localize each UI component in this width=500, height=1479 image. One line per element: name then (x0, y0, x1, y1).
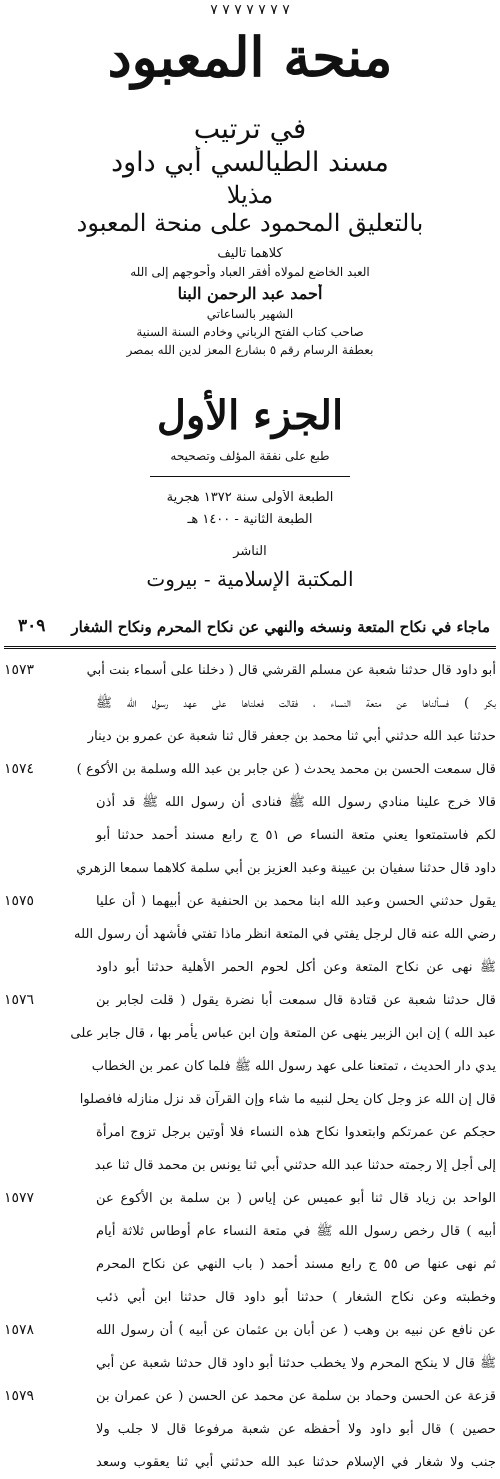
text-line (4, 1446, 496, 1479)
text-line (4, 1215, 496, 1248)
line-text: قال سمعت الحسن بن محمد يحدث ( عن جابر بن عبد الله وسلمة بن الأكوع ) (76, 762, 496, 777)
line-text: ثم نهى عنها ص ٥٥ ج رابع مسند أحمد ( باب النهي عن نكاح المحرم (96, 1257, 496, 1272)
text-line (4, 1149, 496, 1182)
commentary-title: بالتعليق المحمود على منحة المعبود (76, 209, 424, 237)
line-text: الواحد بن زياد قال ثنا أبو عميس عن إياس ( بن سلمة بن الأكوع عن (96, 1191, 496, 1206)
humble-servant-line: العبد الخاضع لمولاه أفقر العباد وأحوجهم إلى الله (130, 265, 370, 279)
publisher-name: المكتبة الإسلامية - بيروت (146, 567, 354, 591)
line-text: عبد الله ) إن ابن الزبير ينهى عن المتعة وإن ابن عباس يأمر بها ، قال جابر على (70, 1026, 496, 1041)
volume-title: الجزء الأول (156, 392, 344, 439)
line-text: قالا خرج علينا منادي رسول الله ﷺ فنادى أن رسول الله ﷺ قد أذن (96, 795, 496, 810)
printing-note: طبع على نفقة المؤلف وتصحيحه (170, 449, 330, 463)
text-line (4, 1347, 496, 1380)
text-line (4, 1050, 496, 1083)
second-edition: الطبعة الثانية - ١٤٠٠ هـ (187, 512, 313, 527)
first-edition: الطبعة الأولى سنة ١٣٧٢ هجرية (166, 490, 334, 505)
author-works: صاحب كتاب الفتح الرباني وخادم السنة السنية (136, 325, 364, 339)
line-text: أبو داود قال حدثنا شعبة عن مسلم القرشي قال ( دخلنا على أسماء بنت أبي (86, 663, 496, 678)
text-line (4, 654, 496, 687)
text-line (4, 1314, 496, 1347)
title-ornaments: ٧ ٧ ٧ ٧ ٧ ٧ ٧ (210, 2, 290, 18)
hadith-number: ١٥٧٩ (4, 1388, 35, 1404)
line-text: عن نافع عن نبيه بن وهب ( عن أبان بن عثمان عن أبيه ) أن رسول الله (96, 1323, 496, 1338)
text-line (4, 1017, 496, 1050)
author-known-as: الشهير بالساعاتي (206, 307, 294, 321)
author-address: بعطفة الرسام رقم ٥ بشارع المعز لدين الله بمصر (126, 343, 374, 357)
book-title: مسند الطيالسي أبي داود (111, 147, 389, 178)
line-text: داود قال حدثنا سفيان بن عيينة وعبد العزيز بن أبي سلمة كلاهما سمعا الزهري (76, 861, 496, 876)
hadith-number: ١٥٧٤ (4, 761, 35, 777)
text-line (4, 753, 496, 786)
line-text: لكم فاستمتعوا يعني متعة النساء ص ٥١ ج رابع مسند أحمد حدثنا أبو (96, 828, 496, 843)
divider (150, 476, 350, 477)
text-line (4, 852, 496, 885)
text-line (4, 687, 496, 720)
text-line (4, 1281, 496, 1314)
chapter-header (4, 612, 496, 649)
text-line (4, 786, 496, 819)
text-line (4, 819, 496, 852)
text-line (4, 720, 496, 753)
text-line (4, 984, 496, 1017)
text-line (4, 951, 496, 984)
text-line (4, 918, 496, 951)
line-text: جنب ولا شغار في الإسلام حدثنا عبد الله حدثني أبي ثنا يعقوب وسعد (96, 1455, 496, 1470)
line-text: حجكم عن عمرتكم وابتعدوا نكاح هذه النساء فلا أوتين برجل تزوج امرأة (96, 1125, 496, 1140)
text-line (4, 1116, 496, 1149)
publisher-label: الناشر (233, 544, 267, 559)
hadith-text-body (4, 654, 496, 1479)
main-title: منحة المعبود (107, 25, 393, 89)
chapter-title: ماجاء في نكاح المتعة ونسخه والنهي عن نكاح المحرم ونكاح الشغار (71, 618, 490, 636)
line-text: أبيه ) قال رخص رسول الله ﷺ في متعة النساء عام أوطاس ثلاثة أيام (96, 1224, 496, 1239)
authorship-line: كلاهما تأليف (217, 246, 283, 261)
line-text: إلى أجل إلا رجمته حدثنا عبد الله حدثني أبي ثنا يونس بن محمد قال ثنا عبد (94, 1158, 496, 1173)
line-text: رضي الله عنه قال لرجل يفتي في المتعة انظر ماذا تفتي فأشهد أن رسول الله (74, 927, 496, 942)
line-text: حدثنا عبد الله حدثني أبي ثنا محمد بن جعفر قال ثنا شعبة عن عمرو بن دينار (87, 729, 496, 744)
author-name: أحمد عبد الرحمن البنا (177, 284, 323, 303)
text-line (4, 1380, 496, 1413)
line-text: ﷺ نهى عن نكاح المتعة وعن أكل لحوم الحمر الأهلية حدثنا أبو داود (96, 960, 496, 975)
text-line (4, 885, 496, 918)
hadith-number: ١٥٧٥ (4, 893, 35, 909)
page-number: ٣٠٩ (18, 616, 46, 636)
line-text: قال إن الله عز وجل كان يحل لنبيه ما شاء وإن القرآن قد نزل منازله فافصلوا (79, 1092, 496, 1107)
line-text: قال حدثنا شعبة عن قتادة قال سمعت أبا نضرة يقول ( قلت لجابر بن (96, 993, 496, 1008)
text-line (4, 1083, 496, 1116)
subtitle-dhayl: مذيلا (226, 181, 274, 209)
text-line (4, 1413, 496, 1446)
line-text: يدي دار الحديث ، تمتعنا على عهد رسول الله ﷺ فلما كان عمر بن الخطاب (91, 1059, 496, 1074)
line-text: وخطبته وعن نكاح الشغار ) حدثنا أبو داود قال حدثنا ابن أبي ذئب (96, 1290, 496, 1305)
line-text: يقول حدثني الحسن وعبد الله ابنا محمد بن الحنفية عن أبيهما ( أن عليا (96, 894, 496, 909)
line-text: حصين ) قال أبو داود ولا أحفظه عن شعبة مرفوعا قال لا جلب ولا (96, 1422, 496, 1437)
text-line (4, 1182, 496, 1215)
line-text: ﷺ قال لا ينكح المحرم ولا يخطب حدثنا أبو داود قال حدثنا شعبة عن أبي (96, 1356, 496, 1371)
text-line (4, 1248, 496, 1281)
hadith-number: ١٥٧٦ (4, 992, 35, 1008)
line-text: قزعة عن الحسن وحماد بن سلمة عن محمد عن الحسن ( عن عمران بن (96, 1389, 496, 1404)
hadith-number: ١٥٧٧ (4, 1190, 35, 1206)
hadith-number: ١٥٧٣ (4, 662, 35, 678)
line-text: بكر ) فسألناها عن متعة النساء ، فقالت فعلناها على عهد رسول الله ﷺ (96, 696, 496, 711)
subtitle-fi-tartib: في ترتيب (193, 112, 307, 145)
hadith-number: ١٥٧٨ (4, 1322, 35, 1338)
